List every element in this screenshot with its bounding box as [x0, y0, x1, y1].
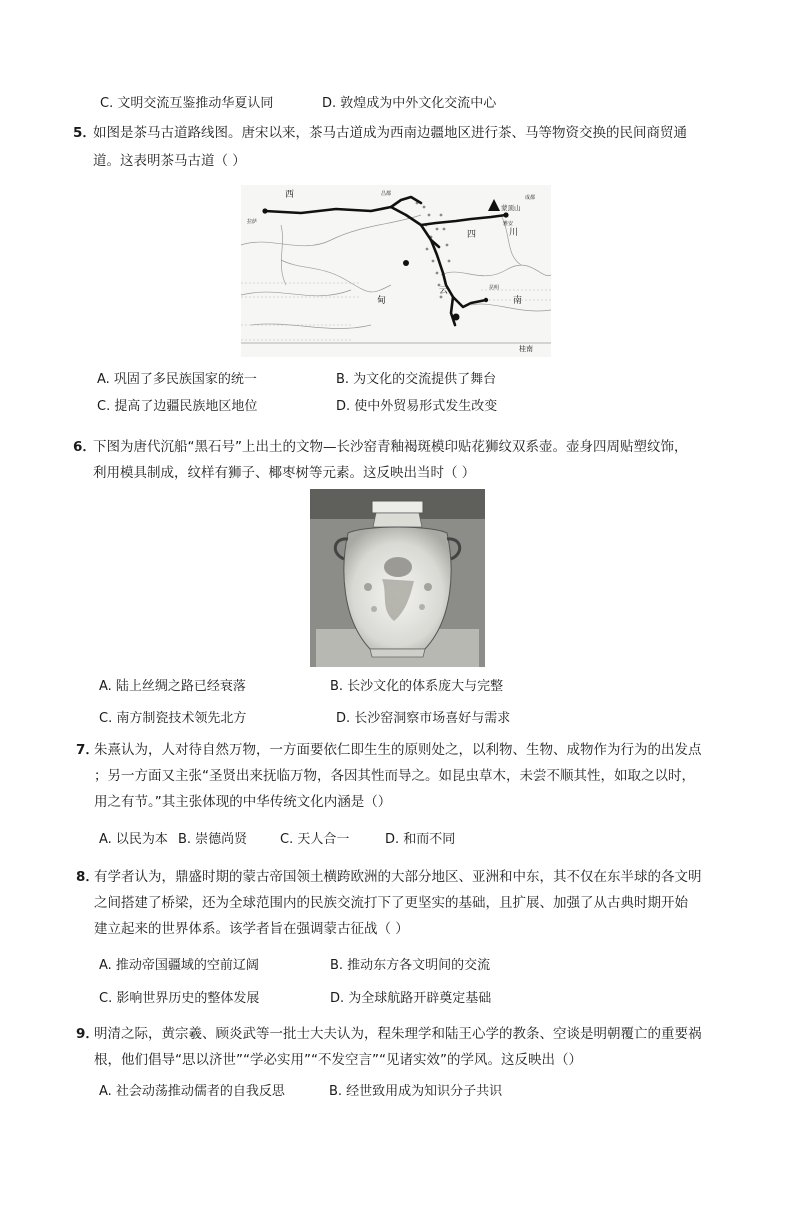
q5-stem-line2: 道。这表明茶马古道（ ） — [93, 153, 246, 169]
map-label-changdu: 昌都 — [381, 191, 392, 197]
q7-stem-line3: 用之有节。”其主张体现的中华传统文化内涵是（） — [94, 794, 392, 810]
q8-stem-line2: 之间搭建了桥梁，还为全球范围内的民族交流打下了更坚实的基础，且扩展、加强了从古典时期开始 — [94, 895, 688, 911]
q7-number: 7． — [76, 742, 99, 758]
q8-option-c: C. 影响世界历史的整体发展 — [99, 991, 260, 1006]
q9-stem-line2: 根，他们倡导“思以济世”“学必实用”“不发空言”“见诸实效”的学风。这反映出（） — [94, 1052, 582, 1068]
q9-option-b: B. 经世致用成为知识分子共识 — [329, 1084, 503, 1099]
map-label-bottom-right: 桂南 — [519, 345, 533, 353]
map-label-lhasa: 拉萨 — [247, 219, 258, 225]
q7-option-a: A. 以民为本 — [99, 832, 168, 847]
map-label-chengdu: 成都 — [525, 195, 536, 201]
q5-option-a: A. 巩固了多民族国家的统一 — [97, 372, 257, 387]
tea-horse-road-map — [241, 185, 551, 357]
q6-option-a: A. 陆上丝绸之路已经衰落 — [99, 679, 246, 694]
q8-option-d: D. 为全球航路开辟奠定基础 — [330, 991, 492, 1006]
q7-option-c: C. 天人合一 — [280, 832, 350, 847]
q6-option-c: C. 南方制瓷技术领先北方 — [99, 711, 247, 726]
q4-option-d: D. 敦煌成为中外文化交流中心 — [322, 96, 497, 111]
changsha-kiln-ewer-photo — [310, 489, 485, 667]
q6-stem-line1: 下图为唐代沉船“黑石号”上出土的文物—长沙窑青釉褐斑模印贴花狮纹双系壶。壶身四周贴塑纹饰， — [93, 439, 688, 455]
q9-stem-line1: 明清之际，黄宗羲、顾炎武等一批士大夫认为，程朱理学和陆王心学的教条、空谈是明朝覆亡的重要祸 — [94, 1026, 702, 1042]
q8-stem-line1: 有学者认为，鼎盛时期的蒙古帝国领土横跨欧洲的大部分地区、亚洲和中东，其不仅在东半球的各文明 — [94, 869, 702, 885]
q7-stem-line2: ；另一方面又主张“圣贤出来抚临万物，各因其性而导之。如昆虫草木，未尝不顺其性，如取之以时， — [94, 768, 695, 784]
q7-option-d: D. 和而不同 — [385, 832, 456, 847]
q5-stem-line1: 如图是茶马古道路线图。唐宋以来，茶马古道成为西南边疆地区进行茶、马等物资交换的民间商贸通 — [93, 125, 687, 141]
q5-number: 5． — [73, 125, 96, 141]
map-label-si: 四 — [467, 230, 477, 240]
map-label-yaan: 雅安 — [503, 221, 514, 227]
map-label-chuan: 川 — [509, 228, 519, 238]
q9-number: 9． — [76, 1026, 99, 1042]
q6-option-d: D. 长沙窑洞察市场喜好与需求 — [336, 711, 511, 726]
q6-stem-line2: 利用模具制成，纹样有狮子、椰枣树等元素。这反映出当时（ ） — [93, 465, 476, 481]
map-label-mengdingshan: 蒙顶山 — [501, 204, 521, 212]
map-label-nan: 南 — [513, 296, 523, 306]
q8-number: 8． — [76, 869, 99, 885]
q8-stem-line3: 建立起来的世界体系。该学者旨在强调蒙古征战（ ） — [94, 921, 409, 937]
map-label-kunming: 昆明 — [489, 285, 500, 291]
map-label-yun: 云 — [439, 286, 449, 296]
q5-option-d: D. 使中外贸易形式发生改变 — [336, 399, 498, 414]
q9-option-a: A. 社会动荡推动儒者的自我反思 — [99, 1084, 285, 1099]
q6-option-b: B. 长沙文化的体系庞大与完整 — [330, 679, 504, 694]
map-label-west: 西 — [285, 190, 295, 200]
q4-option-c: C. 文明交流互鉴推动华夏认同 — [100, 96, 274, 111]
q8-option-a: A. 推动帝国疆域的空前辽阔 — [99, 958, 259, 973]
map-label-dian: 甸 — [377, 296, 387, 306]
q7-option-b: B. 崇德尚贤 — [178, 832, 248, 847]
q8-option-b: B. 推动东方各文明间的交流 — [330, 958, 491, 973]
q7-stem-line1: 朱熹认为，人对待自然万物，一方面要依仁即生生的原则处之，以利物、生物、成物作为行为的出发点 — [94, 742, 702, 758]
q6-number: 6． — [73, 439, 96, 455]
q5-option-b: B. 为文化的交流提供了舞台 — [336, 372, 497, 387]
q5-option-c: C. 提高了边疆民族地区地位 — [97, 399, 258, 414]
